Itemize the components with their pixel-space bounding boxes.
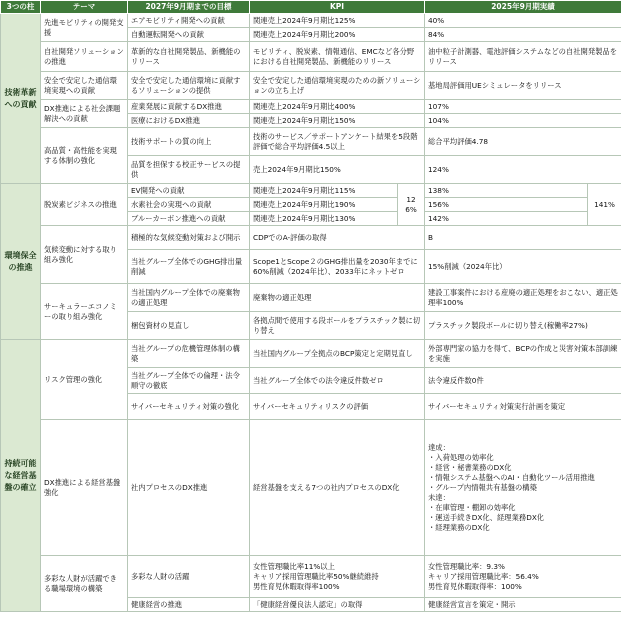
table-row [1,226,621,250]
result-total-cell: 141% [588,184,621,226]
result-line: ・経営・秘書業務のDX化 [428,462,512,472]
theme-cell: 自社開発ソリューションの推進 [41,42,128,72]
result-line: ・運送手続きDX化、経理業務DX化 [428,513,545,522]
result-line: 女性管理職比率：9.3% [428,561,505,571]
result-line: ・グループ内情報共有基盤の構築 [428,482,537,492]
goal-cell: 技術サポートの質の向上 [128,128,250,156]
goal-cell: ブルーカーボン推進への貢献 [128,212,250,226]
theme-cell: DX推進による社会課題解決への貢献 [41,100,128,128]
goal-cell: 積極的な気候変動対策および開示 [128,226,250,250]
kpi-cell: 経営基盤を支える7つの社内プロセスのDX化 [250,420,425,556]
result-cell: 107% [425,100,621,114]
pillar-innovation: 技術革新への貢献 [1,14,41,184]
kpi-cell: 関連売上2024年9月期比125% [250,14,425,28]
result-cell: B [425,226,621,250]
goal-cell: 健康経営の推進 [128,598,250,612]
result-line: ・経理業務のDX化 [428,523,490,533]
result-cell: 124% [425,156,621,184]
result-cell: 15%削減（2024年比） [425,250,621,284]
result-line: 未達： [428,492,450,502]
kpi-cell: 関連売上2024年9月期比115% [250,184,398,198]
goal-cell: 自動運転開発への貢献 [128,28,250,42]
goal-cell: 水素社会の実現への貢献 [128,198,250,212]
result-cell [425,556,621,598]
kpi-cell: Scope1とScope２のGHG排出量を2030年までに60%削減（2024年比）、2033年にネットゼロ [250,250,425,284]
kpi-line: 女性管理職比率11%以上 [253,561,335,571]
table-row [1,14,621,28]
table-row [1,184,621,198]
result-cell: 総合平均評価4.78 [425,128,621,156]
kpi-cell: 関連売上2024年9月期比200% [250,28,425,42]
goal-cell: 多彩な人財の活躍 [128,556,250,598]
result-cell: 建設工事案件における産廃の適正処理をおこない、適正処理率100% [425,284,621,312]
goal-cell: 梱包資材の見直し [128,312,250,340]
table-row [1,284,621,312]
header-theme: テーマ [41,1,128,14]
result-cell: 142% [425,212,588,226]
kpi-cell: 当社グループ全体での法令違反件数ゼロ [250,368,425,394]
kpi-cell: 「健康経営優良法人認定」の取得 [250,598,425,612]
kpi-cell [250,556,425,598]
pillar-sustain: 持続可能な経営基盤の確立 [1,340,41,612]
result-cell: 基地局評価用UEシミュレータをリリース [425,72,621,100]
kpi-line: キャリア採用管理職比率50%継続維持 [253,571,379,581]
table-row [1,340,621,368]
header-row [1,1,621,14]
kpi-cell: 関連売上2024年9月期比130% [250,212,398,226]
result-cell: 外部専門家の協力を得て、BCPの作成と災害対策本部訓練を実施 [425,340,621,368]
theme-cell: 先進モビリティの開発支援 [41,14,128,42]
table-row [1,420,621,556]
pillar-environment: 環境保全の推進 [1,184,41,340]
result-cell: 84% [425,28,621,42]
goal-cell: EV開発への貢献 [128,184,250,198]
kpi-cell: 各拠点間で使用する段ボールをプラスチック製に切り替え [250,312,425,340]
theme-cell: 気候変動に対する取り組み強化 [41,226,128,284]
kpi-cell: 関連売上2024年9月期比150% [250,114,425,128]
result-cell [425,420,621,556]
result-line: 男性育児休暇取得率：100% [428,581,522,591]
goal-cell: サイバーセキュリティ対策の強化 [128,394,250,420]
kpi-cell: 関連売上2024年9月期比400% [250,100,425,114]
goal-cell: 安全で安定した通信環境に貢献するソリューションの提供 [128,72,250,100]
kpi-total-cell: 126% [398,184,425,226]
kpi-cell: 安全で安定した通信環境実現のための新ソリューションの立ち上げ [250,72,425,100]
goal-cell: 当社グループ全体でのGHG排出量削減 [128,250,250,284]
theme-cell: 高品質・高性能を実現する体制の強化 [41,128,128,184]
goal-cell: 当社グループの危機管理体制の構築 [128,340,250,368]
kpi-cell: 廃棄物の適正処理 [250,284,425,312]
result-cell: 法令違反件数0件 [425,368,621,394]
goal-cell: 品質を担保する校正サービスの提供 [128,156,250,184]
theme-cell: 多彩な人財が活躍できる職場環境の構築 [41,556,128,612]
goal-cell: 医療におけるDX推進 [128,114,250,128]
goal-cell: 当社国内グループ全体での廃棄物の適正処理 [128,284,250,312]
result-cell: サイバーセキュリティ対策実行計画を策定 [425,394,621,420]
result-cell: 油中粒子計測器、電池評価システムなどの自社開発製品をリリース [425,42,621,72]
table-row [1,42,621,72]
goal-cell: エアモビリティ開発への貢献 [128,14,250,28]
theme-cell: リスク管理の強化 [41,340,128,420]
kpi-cell: 関連売上2024年9月期比190% [250,198,398,212]
result-cell: 156% [425,198,588,212]
result-cell: 138% [425,184,588,198]
header-pillar: 3つの柱 [1,1,41,14]
theme-cell: 脱炭素ビジネスの推進 [41,184,128,226]
kpi-cell: 売上2024年9月期比150% [250,156,425,184]
result-cell: プラスチック製段ボールに切り替え(稼働率27%) [425,312,621,340]
table-row [1,128,621,156]
header-result: 2025年9月期実績 [425,1,621,14]
theme-cell: サーキュラーエコノミーの取り組み強化 [41,284,128,340]
goal-cell: 当社グループ全体での倫理・法令順守の徹底 [128,368,250,394]
result-line: キャリア採用管理職比率：56.4% [428,571,539,581]
table-row [1,100,621,114]
table-row [1,72,621,100]
goal-cell: 革新的な自社開発製品、新機能のリリース [128,42,250,72]
header-goal: 2027年9月期までの目標 [128,1,250,14]
result-line: ・情報システム基盤へのAI・自動化ツール活用推進 [428,472,595,482]
theme-cell: 安全で安定した通信環境実現への貢献 [41,72,128,100]
result-cell: 104% [425,114,621,128]
kpi-cell: CDPでのA-評価の取得 [250,226,425,250]
goal-cell: 社内プロセスのDX推進 [128,420,250,556]
result-cell: 40% [425,14,621,28]
kpi-cell: 当社国内グループ全拠点のBCP策定と定期見直し [250,340,425,368]
kpi-cell: サイバーセキュリティリスクの評価 [250,394,425,420]
kpi-cell: モビリティ、脱炭素、情報通信、EMCなど各分野における自社開発製品、新機能のリリース [250,42,425,72]
result-line: 達成： [428,442,450,452]
kpi-cell: 技術のサービス／サポートアンケート結果を5段階評価で総合平均評価4.5以上 [250,128,425,156]
goal-cell: 産業発展に貢献するDX推進 [128,100,250,114]
result-line: ・入荷処理の効率化 [428,452,494,462]
result-cell: 健康経営宣言を策定・開示 [425,598,621,612]
table-row [1,556,621,598]
kpi-line: 男性育児休暇取得率100% [253,581,340,591]
theme-cell: DX推進による経営基盤強化 [41,420,128,556]
result-line: ・在庫管理・棚卸の効率化 [428,502,516,512]
header-kpi: KPI [250,1,425,14]
